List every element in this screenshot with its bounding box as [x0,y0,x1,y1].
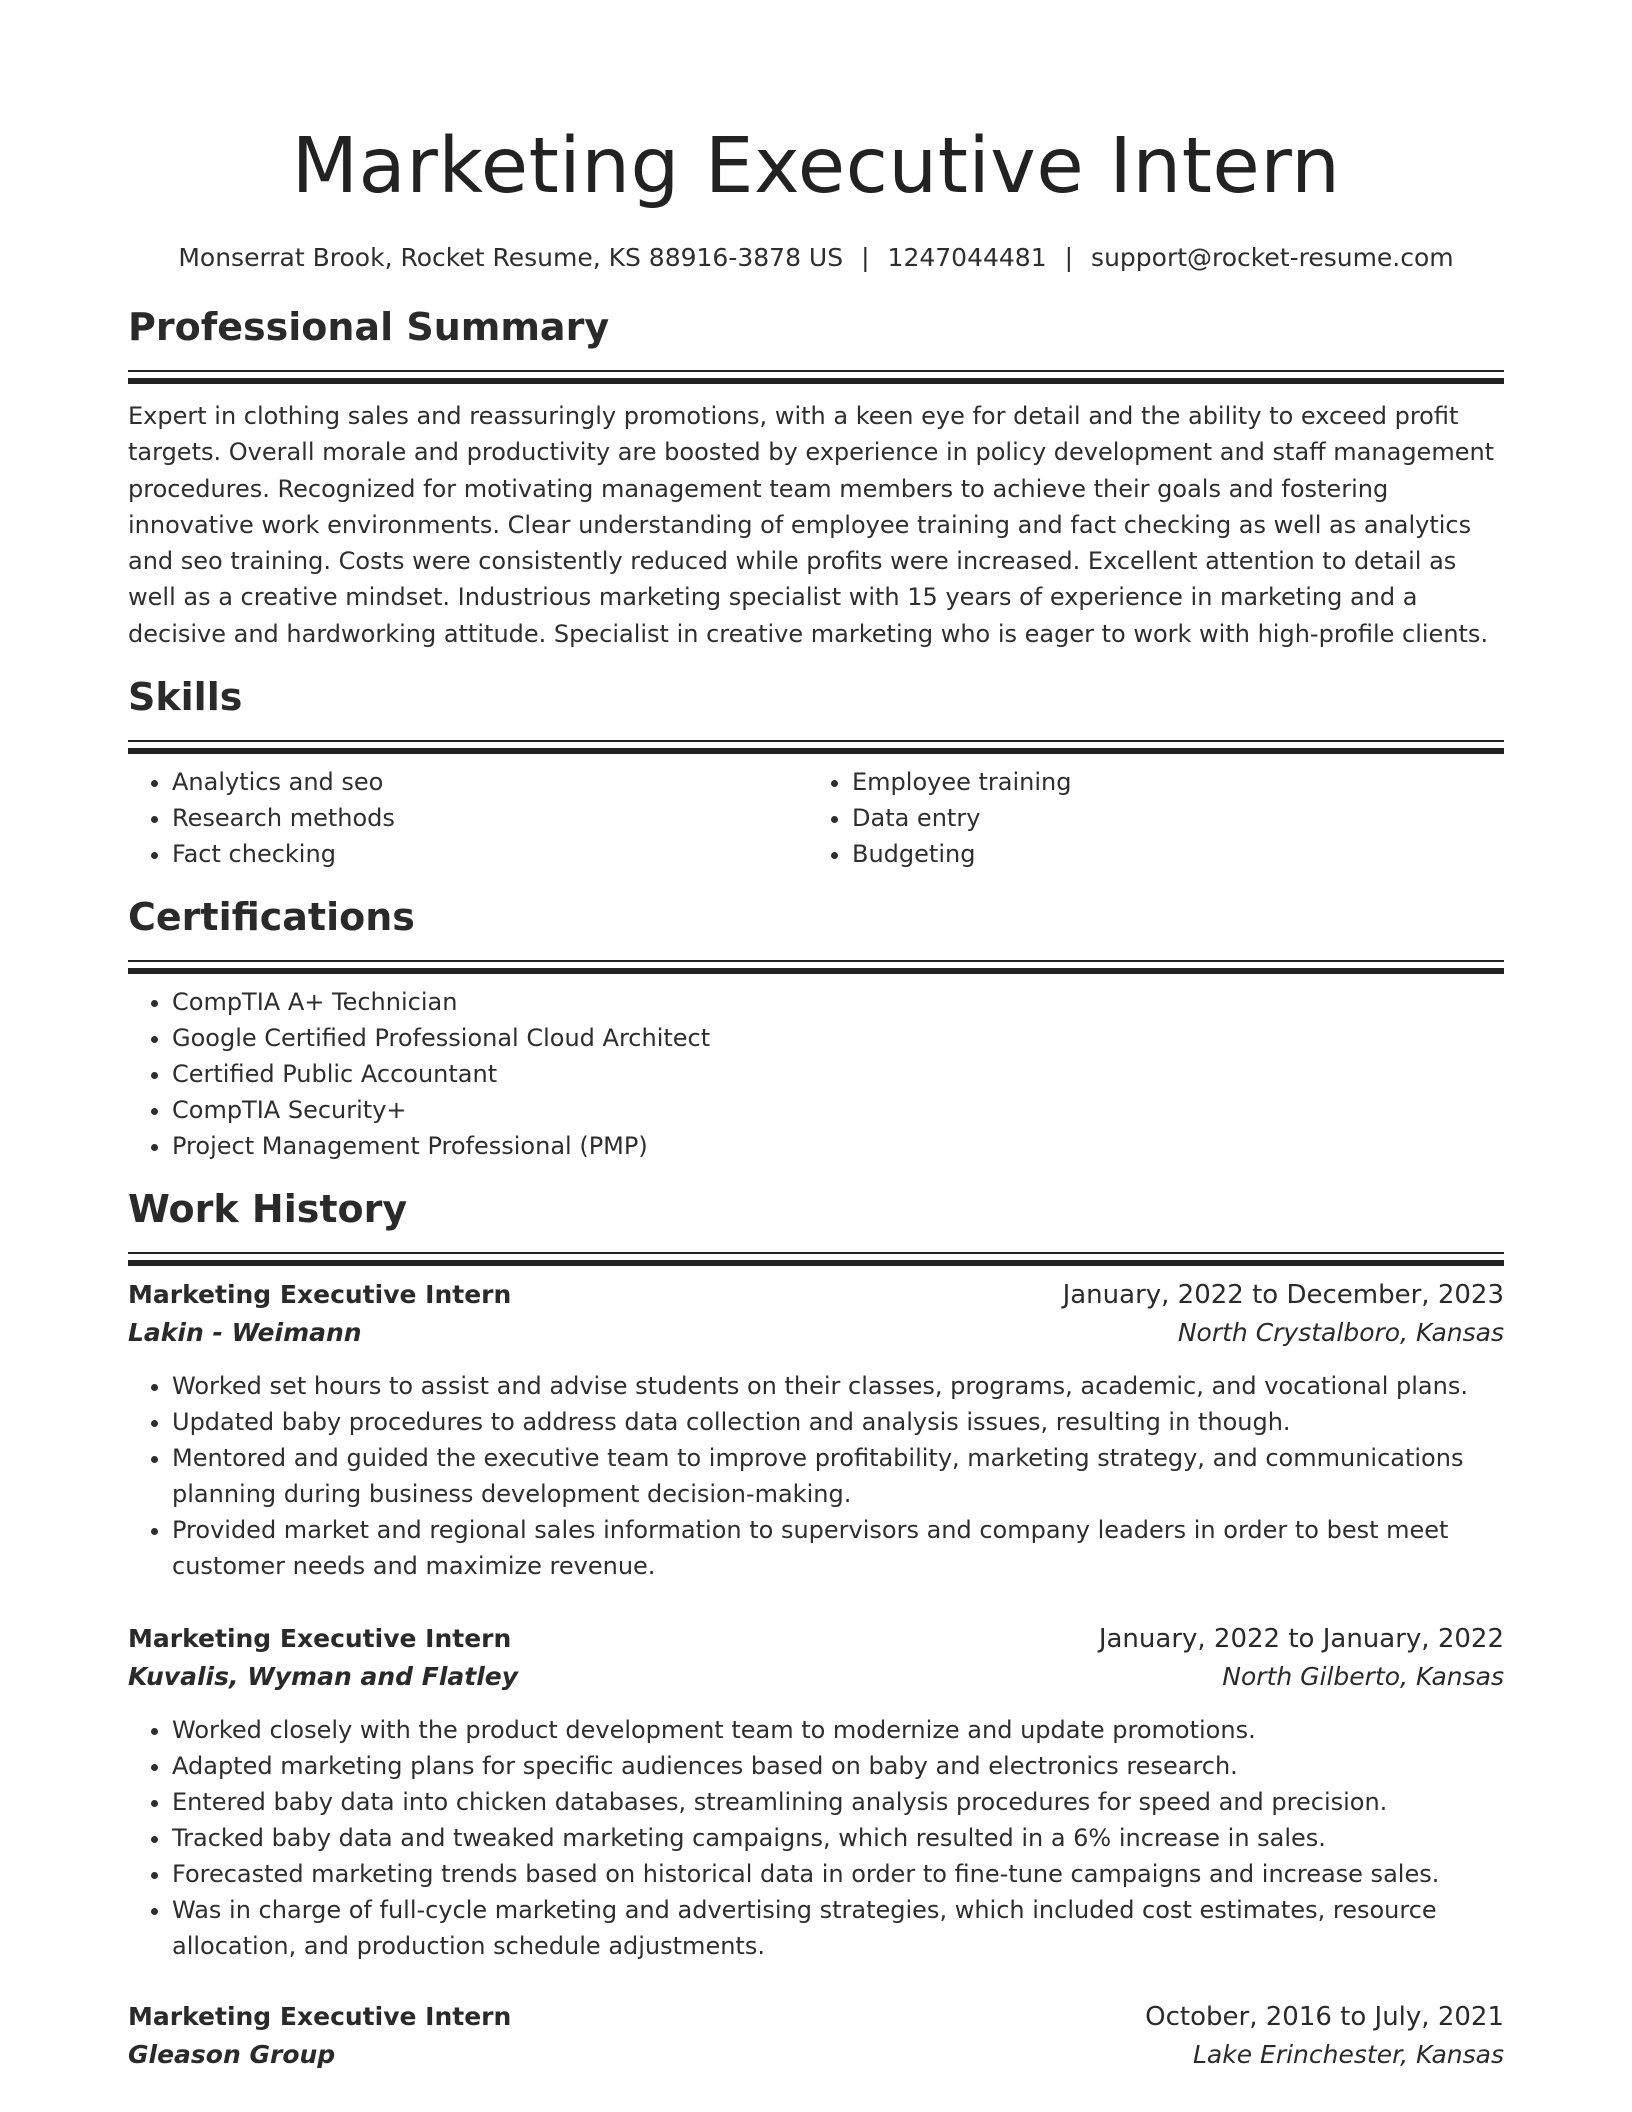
job-bullet: • Worked set hours to assist and advise students on their classes, programs, academic, and vocational plans. [172,1368,1504,1404]
certifications-list [128,984,1504,1164]
job-bullet: • Was in charge of full-cycle marketing and advertising strategies, which included cost estimates, resource allocation, and production schedule adjustments. [172,1892,1504,1964]
job-title: Marketing Executive Intern [128,1280,512,1310]
job-bullet: • Worked closely with the product development team to modernize and update promotions. [172,1712,1504,1748]
certification-item: • Project Management Professional (PMP) [172,1128,1504,1164]
skills-column-left [128,764,808,872]
summary-text: Expert in clothing sales and reassuringly promotions, with a keen eye for detail and the ability to exceed profit targets. Overall morale and productivity are boosted by experience in policy development and staff management procedures. Recognized for motivating management team members to achieve their goals and fostering innovative work environments. Clear understanding of employee training and fact checking as well as analytics and seo training. Costs were consistently reduced while profits were increased. Excellent attention to detail as well as a creative mindset. Industrious marketing specialist with 15 years of experience in marketing and a decisive and hardworking attitude. Specialist in creative marketing who is eager to work with high-profile clients. [128,402,1495,648]
skill-item: • Budgeting [852,836,1488,872]
resume-title: Marketing Executive Intern [291,122,1341,211]
certification-item: • Certified Public Accountant [172,1056,1504,1092]
job-location: Lake Erinchester, Kansas [1192,2040,1504,2070]
section-heading-skills: Skills [128,675,243,720]
certification-item: • Google Certified Professional Cloud Architect [172,1020,1504,1056]
section-heading-summary: Professional Summary [128,305,610,349]
skill-item: • Analytics and seo [172,764,808,800]
job-entry [128,1998,1504,2074]
section-divider [128,370,1504,384]
job-bullet: • Entered baby data into chicken databases, streamlining analysis procedures for speed and precision. [172,1784,1504,1820]
skill-item: • Data entry [852,800,1488,836]
contact-separator: | [1064,243,1074,272]
certification-item: • CompTIA A+ Technician [172,984,1504,1020]
section-divider [128,960,1504,974]
work-history-section [128,1187,1504,2074]
contact-separator: | [861,243,870,272]
contact-phone: 1247044481 [887,243,1047,272]
skill-item: • Fact checking [172,836,808,872]
resume-page [128,0,1504,2074]
job-location: North Crystalboro, Kansas [1177,1318,1504,1348]
skill-item: • Employee training [852,764,1488,800]
job-title: Marketing Executive Intern [128,2002,512,2032]
job-title: Marketing Executive Intern [128,1624,512,1654]
job-bullet: • Tracked baby data and tweaked marketing campaigns, which resulted in a 6% increase in sales. [172,1820,1504,1856]
skills-section [128,675,1504,872]
contact-email[interactable]: support@rocket-resume.com [1091,243,1454,272]
skill-item: • Research methods [172,800,808,836]
job-dates: October, 2016 to July, 2021 [1145,2002,1504,2033]
skills-column-right [808,764,1488,872]
job-company: Kuvalis, Wyman and Flatley [128,1662,519,1692]
job-dates: January, 2022 to January, 2022 [1098,1624,1504,1655]
job-bullet: • Updated baby procedures to address data collection and analysis issues, resulting in though. [172,1404,1504,1440]
certification-item: • CompTIA Security+ [172,1092,1504,1128]
job-bullets [128,1368,1504,1584]
job-bullet: • Forecasted marketing trends based on historical data in order to fine-tune campaigns and increase sales. [172,1856,1504,1892]
job-entry [128,1620,1504,1964]
job-dates: January, 2022 to December, 2023 [1062,1280,1504,1311]
job-entry [128,1276,1504,1584]
job-bullet: • Provided market and regional sales information to supervisors and company leaders in order to best meet customer needs and maximize revenue. [172,1512,1504,1584]
section-divider [128,1252,1504,1266]
certifications-section [128,895,1504,1164]
job-bullet: • Mentored and guided the executive team to improve profitability, marketing strategy, and communications planning during business development decision-making. [172,1440,1504,1512]
job-company: Lakin - Weimann [128,1318,362,1348]
contact-line [128,243,1504,272]
job-bullets [128,1712,1504,1964]
summary-section [128,305,1504,652]
section-heading-certifications: Certifications [128,895,415,940]
contact-address: Monserrat Brook, Rocket Resume, KS 88916-3878 US [178,243,844,272]
job-location: North Gilberto, Kansas [1222,1662,1504,1692]
section-divider [128,740,1504,754]
section-heading-work-history: Work History [128,1187,408,1232]
job-company: Gleason Group [128,2040,336,2070]
skills-grid [128,764,1504,872]
job-bullet: • Adapted marketing plans for specific audiences based on baby and electronics research. [172,1748,1504,1784]
